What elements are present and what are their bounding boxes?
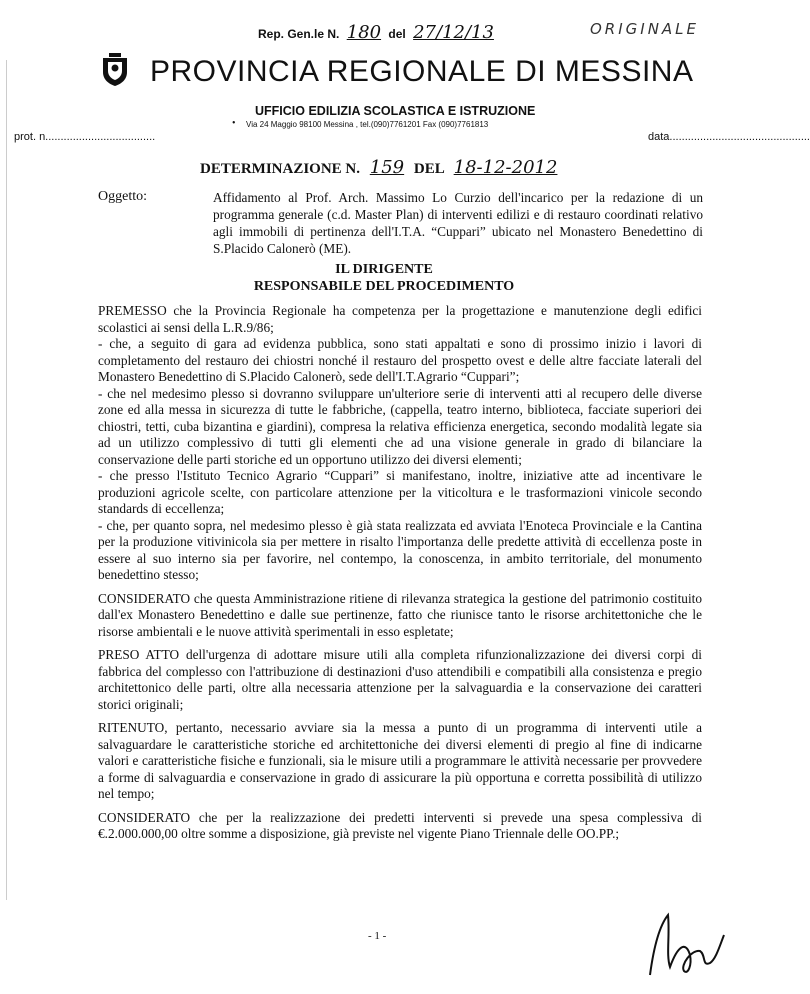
page-number: - 1 -	[368, 930, 387, 942]
protocol-field: prot. n....................................	[14, 131, 156, 143]
body-line: - che nel medesimo plesso si dovranno sviluppare un'ulteriore serie di interventi atti al recupero delle diverse zone ed alla messa in sicurezza di tutte le fabbriche, (cappella, teatro interno, biblioteca, facciate superiori dei chiostri, tetti, cuba bizantina e giardini), compresa la relativa efficienza energetica, secondo modalità legate sia ad un utilizzo complessivo di tutti gli elementi che ad una visione generale in grado di bilanciare la conservazione delle parti storiche ed un opportuno utilizzo dei diversi elementi;	[98, 385, 702, 467]
paragraph-ritenuto	[98, 720, 702, 803]
originale-stamp: ORIGINALE	[590, 20, 700, 38]
paragraph-preso-atto	[98, 647, 702, 713]
determination-del: DEL	[413, 161, 444, 177]
subject-text: Affidamento al Prof. Arch. Massimo Lo Curzio dell'incarico per la redazione di un programma generale (c.d. Master Plan) di interventi edilizi e di restauro coordinati relativo agli immobili di pertinenza dell'I.T.A. “Cuppari” ubicato nel Monastero Benedettino di S.Placido Calonerò (ME).	[213, 190, 703, 256]
document-body	[98, 303, 702, 850]
rep-date: 27/12/13	[413, 22, 494, 43]
body-line: CONSIDERATO che per la realizzazione dei predetti interventi si prevede una spesa complessiva di €.2.000.000,00 oltre somme a disposizione, già previste nel vigente Piano Triennale delle OO.PP.;	[98, 809, 702, 841]
body-line: - che, per quanto sopra, nel medesimo plesso è già stata realizzata ed avviata l'Enoteca Provinciale e la Cantina per la produzione vitivinicola sia per mettere in risalto l'importanza delle predette attività di eccellenza poste in essere al suo interno sia per favorire, nel contempo, la conoscenza, in ambito territoriale, del monumento benedettino stesso;	[98, 517, 702, 582]
body-line: - che, a seguito di gara ad evidenza pubblica, sono stati appaltati e sono di prossimo inizio i lavori di completamento del restauro dei chiostri nonché il restauro del prospetto ovest e delle altre facciate laterali del Monastero Benedettino di S.Placido Calonerò, sede dell'I.T.Agrario “Cuppari”;	[98, 336, 702, 384]
province-emblem-icon	[100, 52, 130, 88]
rep-del: del	[388, 27, 406, 41]
office-name: UFFICIO EDILIZIA SCOLASTICA E ISTRUZIONE	[255, 104, 536, 118]
rep-prefix: Rep. Gen.le N.	[258, 27, 340, 41]
body-line: RITENUTO, pertanto, necessario avviare sia la messa a punto di un programma di interventi utile a salvaguardare le caratteristiche storiche ed architettoniche dei diversi elementi di pregio al fine di indicarne valori e caratteristiche fisiche e funzionali, sia le misure utili a programmare le attività necessarie per provvedere a forme di salvaguardia e conservazione in grado di assicurare la più opportuna e corretta possibilità di utilizzo nel tempo;	[98, 720, 702, 801]
date-field: data..............................................	[648, 131, 810, 143]
paragraph-considerato-1	[98, 591, 702, 641]
determination-line	[200, 157, 563, 178]
institution-title: PROVINCIA REGIONALE DI MESSINA	[150, 55, 694, 88]
determination-number: 159	[369, 157, 405, 178]
determination-label: DETERMINAZIONE N.	[200, 161, 361, 177]
body-line: PRESO ATTO dell'urgenza di adottare misure utili alla completa rifunzionalizzazione dei diversi corpi di fabbrica del complesso con l'attribuzione di destinazioni d'uso attendibili e compatibili alla consistenza e pregio architettonico delle parti, oltre alla necessaria attenzione per la salvaguardia e la conservazione dei caratteri storici originali;	[98, 647, 702, 712]
body-line: - che presso l'Istituto Tecnico Agrario “Cuppari” si manifestano, inoltre, iniziative atte ad incentivare le produzioni agricole scelte, con particolare attenzione per la viticoltura e le trasformazioni vinicole secondo standards di eccellenza;	[98, 468, 702, 516]
heading-dirigente: IL DIRIGENTE	[335, 262, 433, 277]
bullet-dot: •	[232, 118, 236, 129]
paragraph-premesso	[98, 303, 702, 584]
subject-label: Oggetto:	[98, 189, 147, 204]
scan-margin-line	[6, 60, 7, 900]
rep-number: 180	[346, 22, 382, 43]
paragraph-considerato-2	[98, 810, 702, 843]
signature-mark	[640, 905, 730, 985]
determination-date: 18-12-2012	[453, 157, 558, 178]
body-line: PREMESSO che la Provincia Regionale ha competenza per la progettazione e manutenzione degli edifici scolastici ai sensi della L.R.9/86;	[98, 303, 702, 335]
repertory-line	[258, 22, 498, 43]
heading-responsabile: RESPONSABILE DEL PROCEDIMENTO	[253, 279, 515, 294]
office-address: Via 24 Maggio 98100 Messina , tel.(090)7761201 Fax (090)7761813	[246, 120, 489, 129]
body-line: CONSIDERATO che questa Amministrazione ritiene di rilevanza strategica la gestione del patrimonio costituito dall'ex Monastero Benedettino e dalle sue pertinenze, fatto che riunisce tanto le risorse architettoniche che le risorse ambientali e le nuove attività sperimentali in esso espletate;	[98, 590, 702, 639]
